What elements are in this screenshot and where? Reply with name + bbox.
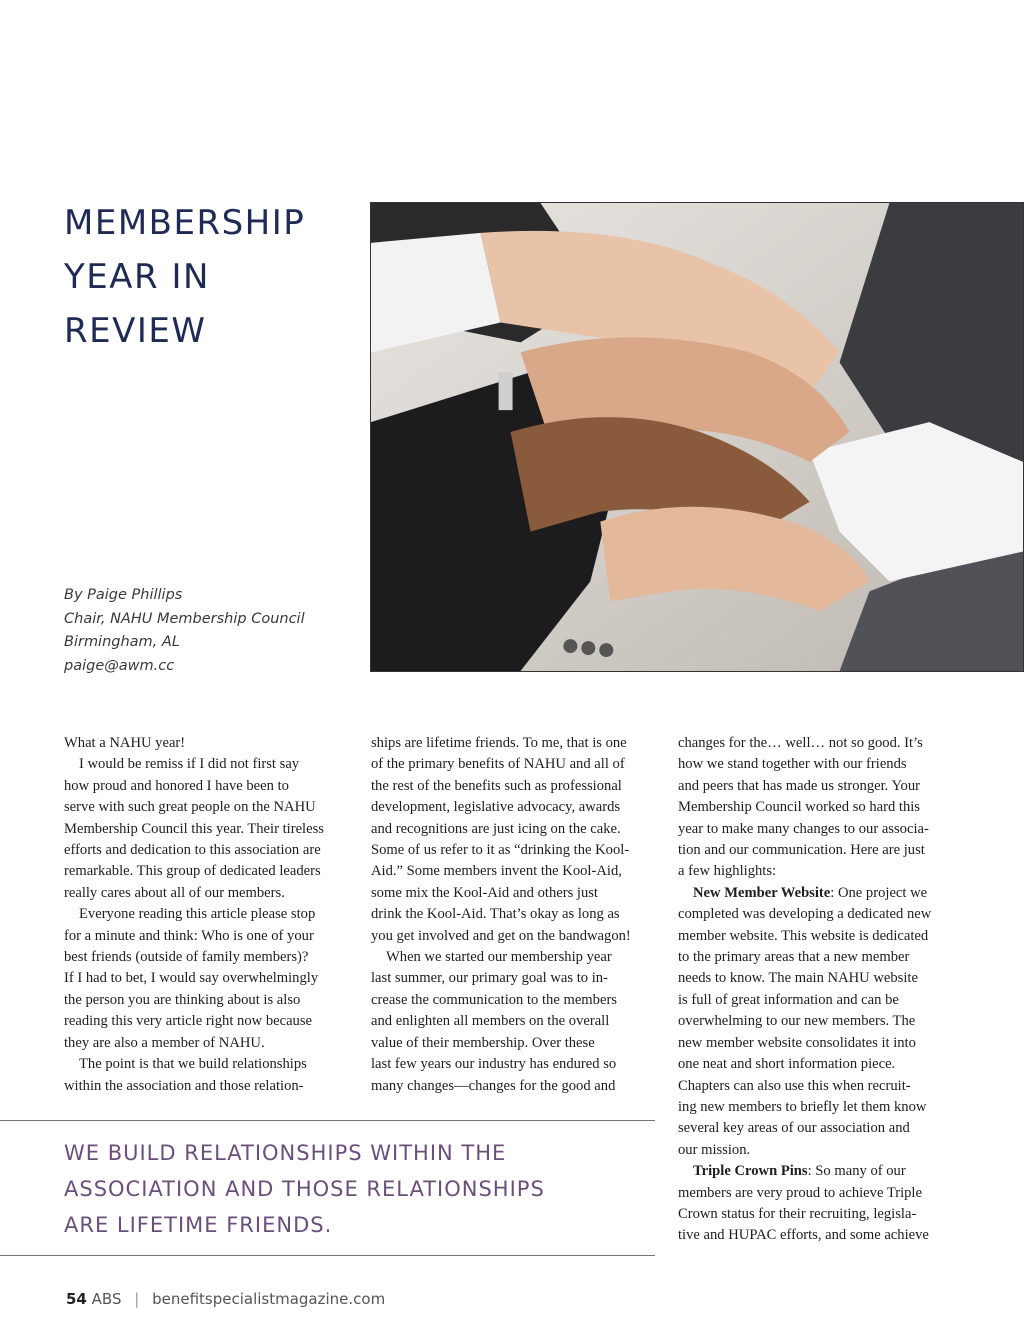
author-email: paige@awm.cc [64,657,175,674]
text-line: Crown status for their recruiting, legisla- [678,1205,917,1222]
text-line: last summer, our primary goal was to in- [371,970,608,987]
text-line: and peers that has made us stronger. Your [678,777,920,794]
website-url: benefitspecialistmagazine.com [152,1290,386,1308]
text-line: one neat and short information piece. [678,1056,896,1073]
article-title [64,196,364,358]
text-line: is full of great information and can be [678,991,899,1008]
text-line: the rest of the benefits such as professional [371,777,622,794]
text-line: they are also a member of NAHU. [64,1034,265,1051]
text-line: value of their membership. Over these [371,1034,595,1051]
pullquote-bottom-rule [0,1255,655,1256]
text-line: overwhelming to our new members. The [678,1013,916,1030]
title-line: MEMBERSHIP [64,203,306,243]
text-line: a few highlights: [678,863,777,880]
text-line: to the primary areas that a new member [678,949,910,966]
text-line: and recognitions are just icing on the cake. [371,820,621,837]
author-location: Birmingham, AL [64,634,180,650]
subheading-triple-crown-pins: Triple Crown Pins [693,1163,808,1180]
byline [64,584,305,678]
pullquote [64,1135,545,1243]
text-line: how proud and honored I have been to [64,777,289,794]
text-line: for a minute and think: Who is one of your [64,927,314,944]
text-line: If I had to bet, I would say overwhelmingly [64,970,319,987]
footer-separator: | [134,1290,140,1308]
text-line: members are very proud to achieve Triple [678,1184,922,1201]
body-column-3 [678,733,968,1247]
text-line: some mix the Kool-Aid and others just [371,884,598,901]
pullquote-line: WE BUILD RELATIONSHIPS WITHIN THE [64,1141,507,1165]
text-line: I would be remiss if I did not first say [79,756,300,773]
text-line: Chapters can also use this when recruit- [678,1077,911,1094]
text-line: When we started our membership year [386,949,612,966]
text-line: really cares about all of our members. [64,884,285,901]
pullquote-line: ASSOCIATION AND THOSE RELATIONSHIPS [64,1177,545,1201]
text-line: needs to know. The main NAHU website [678,970,918,987]
text-line: tion and our communication. Here are just [678,842,925,859]
body-column-1 [64,733,354,1097]
author-name: By Paige Phillips [64,587,183,603]
text-fragment: : One project we [830,884,928,901]
subheading-line [678,1161,968,1182]
text-line: within the association and those relation- [64,1077,304,1094]
text-line: new member website consolidates it into [678,1034,916,1051]
text-line: reading this very article right now because [64,1013,313,1030]
page-footer [66,1290,385,1308]
text-line: The point is that we build relationships [79,1056,307,1073]
text-line: What a NAHU year! [64,735,186,751]
hands-illustration [371,203,1023,671]
text-line: serve with such great people on the NAHU [64,799,316,816]
text-line: efforts and dedication to this association are [64,842,321,859]
text-line: tive and HUPAC efforts, and some achieve [678,1227,929,1244]
pullquote-line: ARE LIFETIME FRIENDS. [64,1213,333,1237]
title-line: YEAR IN [64,257,210,297]
text-line: and enlighten all members on the overall [371,1013,610,1030]
text-line: our mission. [678,1141,751,1158]
text-line: ing new members to briefly let them know [678,1098,927,1115]
text-line: completed was developing a dedicated new [678,906,932,923]
page-number: 54 [66,1290,87,1308]
stacked-hands-photo [370,202,1024,672]
text-line: how we stand together with our friends [678,756,907,773]
text-line: changes for the… well… not so good. It’s [678,735,923,751]
text-line: Some of us refer to it as “drinking the Kool- [371,842,630,859]
author-title: Chair, NAHU Membership Council [64,610,305,627]
text-line: Membership Council worked so hard this [678,799,920,816]
text-fragment: : So many of our [807,1163,906,1180]
text-line: many changes—changes for the good and [371,1077,616,1094]
text-line: you get involved and get on the bandwagon! [371,927,631,944]
text-line: the person you are thinking about is also [64,991,301,1008]
text-line: drink the Kool-Aid. That’s okay as long as [371,906,620,923]
text-line: Membership Council this year. Their tireless [64,820,324,837]
text-line: several key areas of our association and [678,1120,910,1137]
text-line: of the primary benefits of NAHU and all of [371,756,625,773]
text-line: ships are lifetime friends. To me, that is one [371,735,627,751]
text-line: year to make many changes to our associa- [678,820,929,837]
title-line: REVIEW [64,311,207,351]
text-line: Everyone reading this article please stop [79,906,316,923]
body-column-2 [371,733,661,1097]
text-line: member website. This website is dedicated [678,927,929,944]
text-line: Aid.” Some members invent the Kool-Aid, [371,863,622,880]
text-line: remarkable. This group of dedicated leaders [64,863,321,880]
text-line: development, legislative advocacy, awards [371,799,621,816]
text-line: best friends (outside of family members)? [64,949,309,966]
subheading-new-member-website: New Member Website [693,884,831,901]
publication-name: ABS [91,1290,122,1308]
subheading-line [678,883,968,904]
text-line: last few years our industry has endured so [371,1056,617,1073]
text-line: crease the communication to the members [371,991,617,1008]
pullquote-top-rule [0,1120,655,1121]
